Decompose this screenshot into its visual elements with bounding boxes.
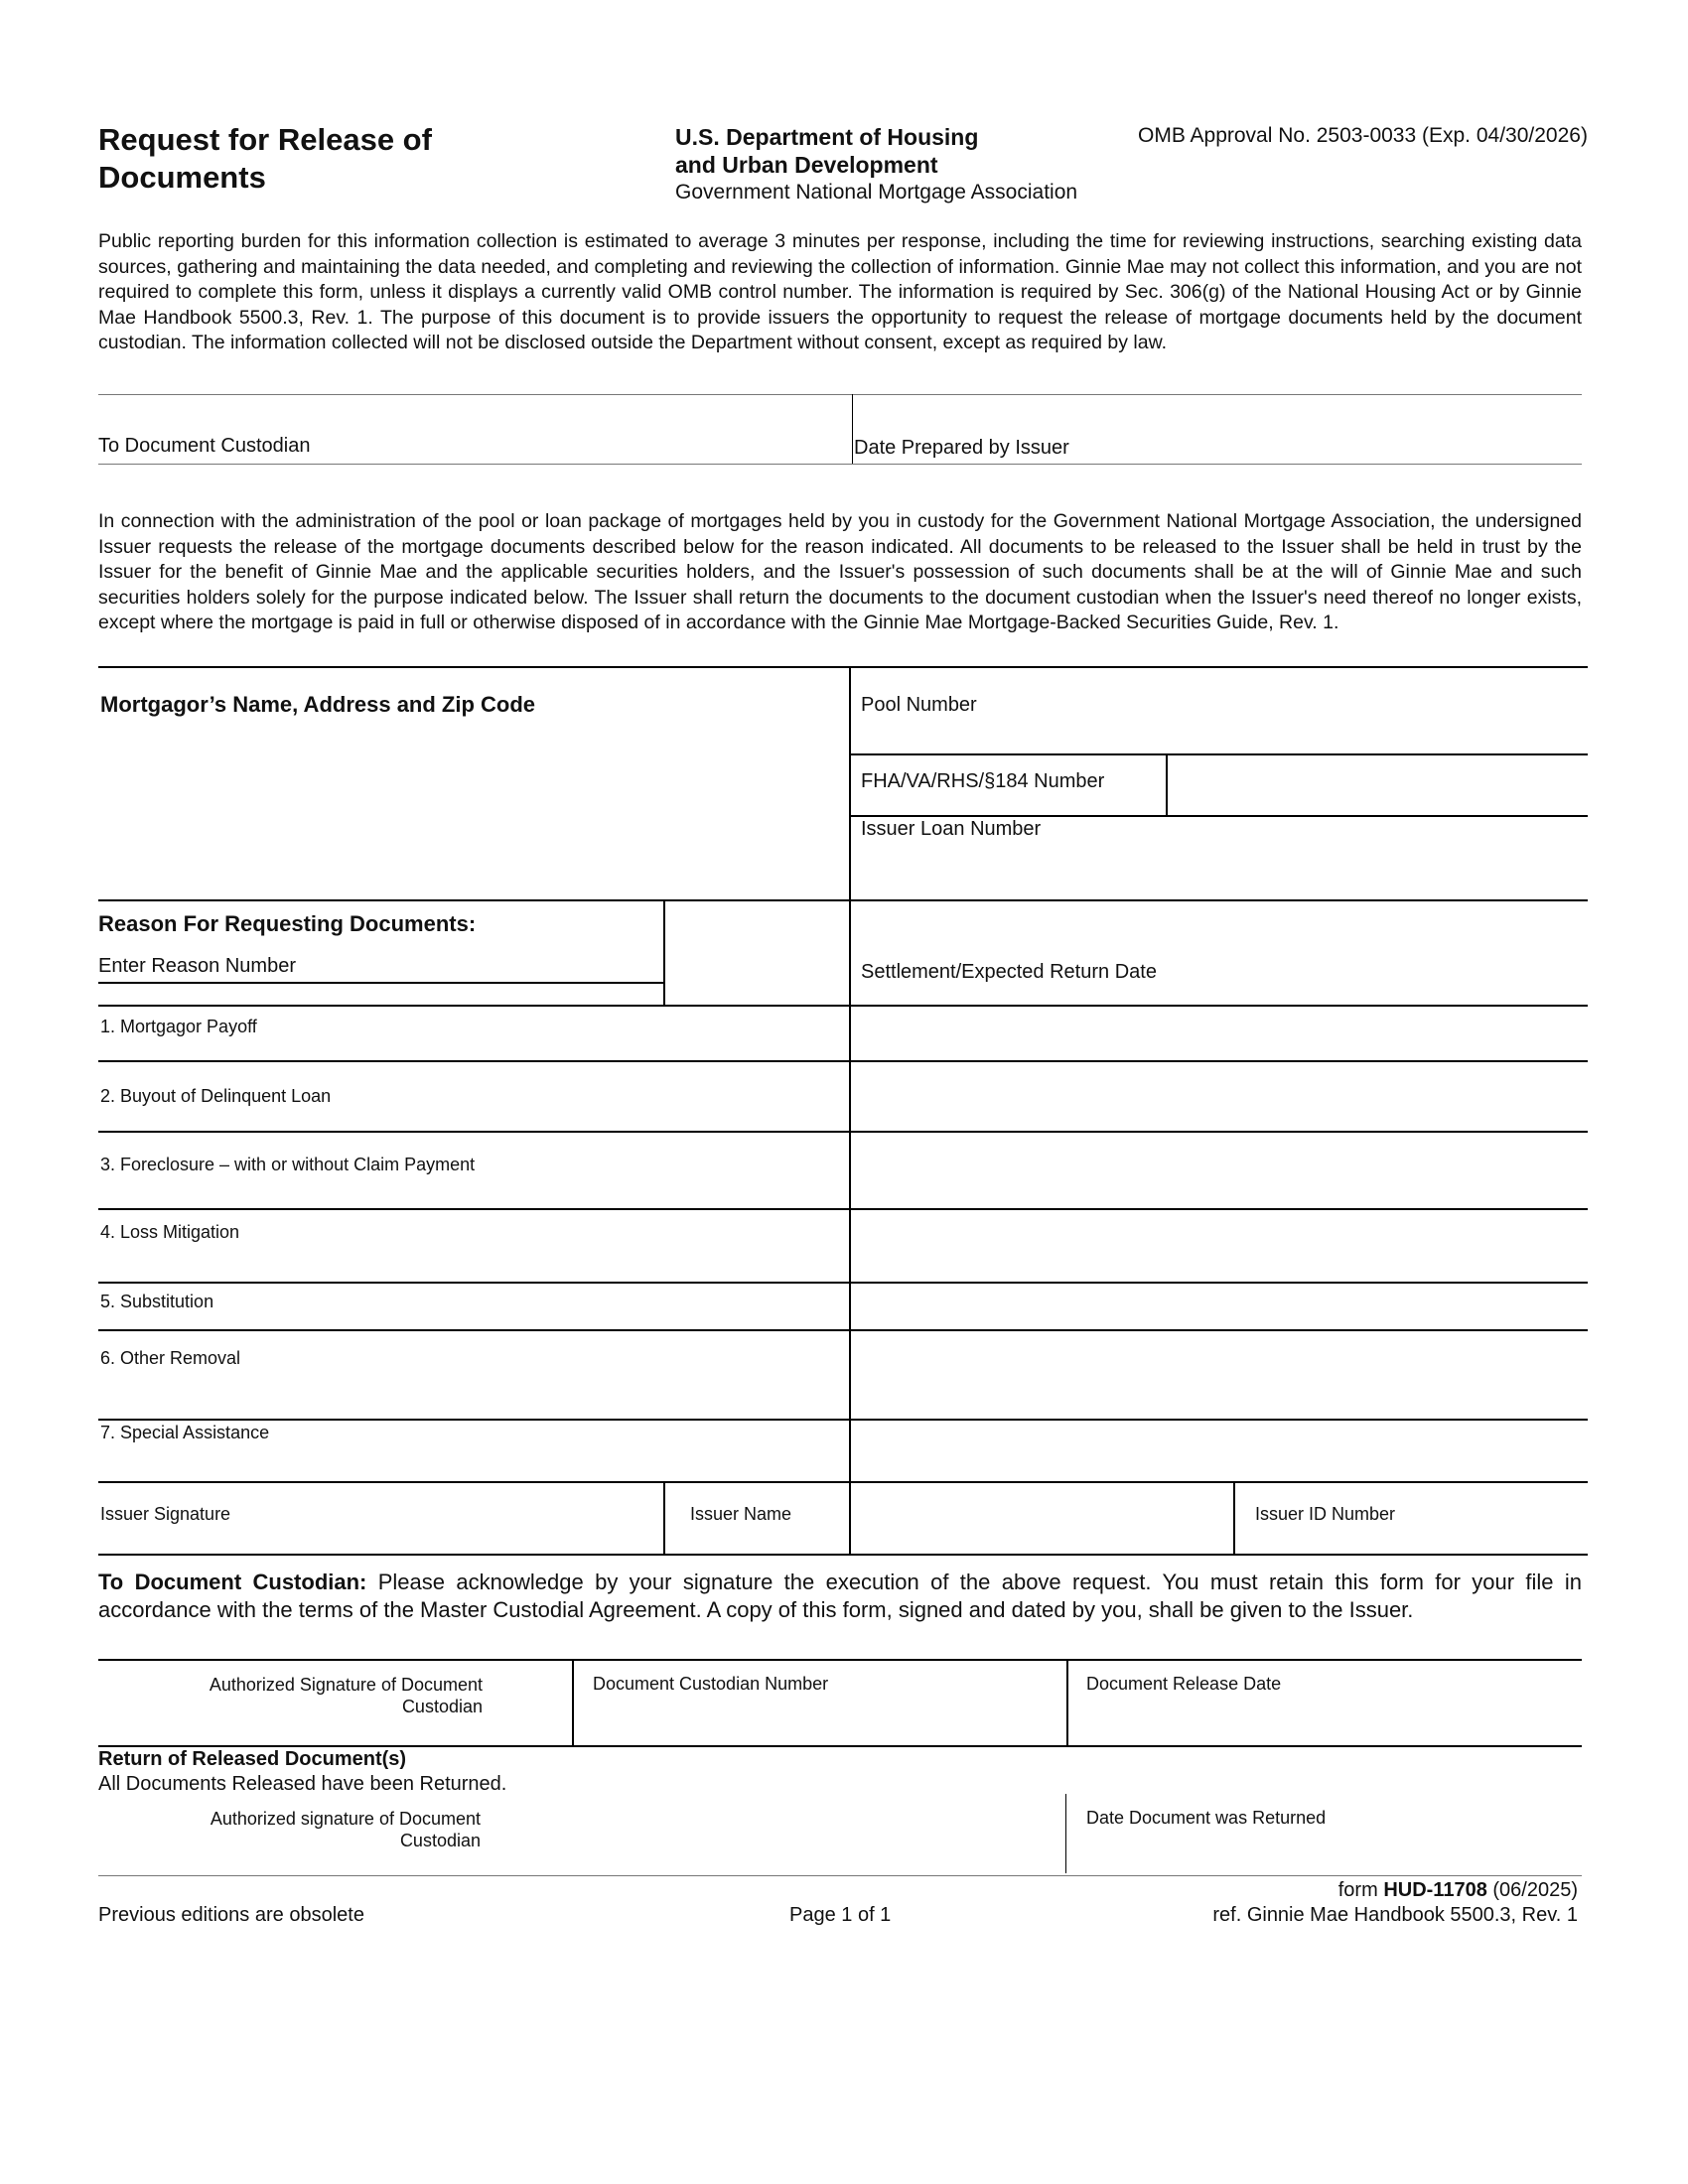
pool-number-input[interactable] (1033, 685, 1579, 725)
to-document-custodian-field[interactable]: To Document Custodian (98, 435, 311, 457)
grid-bottom-border (98, 1554, 1588, 1556)
reason-5-label: 5. Substitution (100, 1292, 214, 1311)
release-date-separator (1066, 1659, 1068, 1746)
row-2-bottom (98, 1131, 1588, 1133)
form-prefix: form (1337, 1879, 1384, 1901)
fha-separator (1166, 753, 1168, 815)
form-date: (06/2025) (1486, 1879, 1578, 1901)
return-bottom-border (98, 1875, 1582, 1876)
reason-heading: Reason For Requesting Documents: (98, 911, 477, 936)
pool-number-bottom (851, 753, 1588, 755)
custodian-auth-signature-label (149, 1674, 483, 1717)
date-prepared-field[interactable]: Date Prepared by Issuer (854, 437, 1069, 459)
return-heading: Return of Released Document(s) (98, 1748, 407, 1770)
release-date-label: Document Release Date (1086, 1674, 1282, 1694)
mortgagor-bottom (98, 899, 1588, 901)
row-7-bottom (98, 1481, 1588, 1483)
issuer-id-input[interactable] (1255, 1531, 1583, 1553)
grid-center-divider (849, 666, 851, 1556)
issuer-signature-label: Issuer Signature (100, 1504, 231, 1524)
reason-1-date-input[interactable] (853, 1009, 1584, 1058)
reason-5-date-input[interactable] (853, 1286, 1584, 1327)
reason-header-bottom (98, 1005, 1588, 1007)
row-6-bottom (98, 1419, 1588, 1421)
date-returned-input[interactable] (1086, 1835, 1573, 1870)
custodian-auth-signature-line1: Authorized Signature of Document (209, 1675, 483, 1695)
request-paragraph: In connection with the administration of the pool or loan package of mortgages held by you in custody for the Government National Mortgage Association, the undersigned Issuer requests the release of the mortgage documents described below for the reason indicated. All documents to be released to the Issuer shall be held in trust by the Issuer for the benefit of Ginnie Mae and the applicable securities holders, and the Issuer's possession of such documents shall be at the will of Ginnie Mae and such securities holders solely for the purpose indicated below. The Issuer shall return the documents to the document custodian when the Issuer's need thereof no longer exists, except where the mortgage is paid in full or otherwise disposed of in accordance with the Ginnie Mae Mortgage-Backed Securities Guide, Rev. 1. (98, 510, 1582, 633)
issuer-name-input[interactable] (853, 1485, 1230, 1553)
custodian-lead: To Document Custodian: (98, 1570, 367, 1594)
agency-line-1: U.S. Department of Housing (675, 124, 979, 150)
handbook-reference: ref. Ginnie Mae Handbook 5500.3, Rev. 1 (1212, 1904, 1578, 1926)
previous-editions-note: Previous editions are obsolete (98, 1904, 364, 1926)
enter-reason-underline (98, 982, 664, 984)
row-5-bottom (98, 1329, 1588, 1331)
reason-6-date-input[interactable] (853, 1333, 1584, 1417)
reason-3-label: 3. Foreclosure – with or without Claim Payment (100, 1155, 476, 1174)
custodian-number-separator (572, 1659, 574, 1746)
agency-subtitle: Government National Mortgage Association (675, 181, 1078, 204)
agency-line-2: and Urban Development (675, 152, 938, 178)
custodian-signature-input[interactable] (100, 1721, 567, 1743)
mortgagor-label: Mortgagor’s Name, Address and Zip Code (100, 692, 536, 717)
reason-2-label: 2. Buyout of Delinquent Loan (100, 1086, 332, 1106)
burden-statement: Public reporting burden for this information collection is estimated to average 3 minutes per response, including the time for reviewing instructions, searching existing data sources, gathering and maintaining the data needed, and completing and reviewing the collection of information. Ginnie Mae may not collect this information, and you are not required to complete this form, unless it displays a currently valid OMB control number. The information is required by Sec. 306(g) of the National Housing Act or by Ginnie Mae Handbook 5500.3, Rev. 1. The purpose of this document is to provide issuers the opportunity to request the release of mortgage documents held by the document custodian. The information collected will not be disclosed outside the Department without consent, except as required by law. (98, 230, 1582, 353)
grid-top-border (98, 666, 1588, 668)
reason-4-date-input[interactable] (853, 1212, 1584, 1280)
custodian-instructions (98, 1569, 1582, 1624)
fha-number-label: FHA/VA/RHS/§184 Number (861, 770, 1105, 792)
reason-7-label: 7. Special Assistance (100, 1423, 270, 1442)
row-4-bottom (98, 1282, 1588, 1284)
reason-2-date-input[interactable] (853, 1064, 1584, 1128)
page-number: Page 1 of 1 (789, 1904, 892, 1926)
custodian-number-input[interactable] (593, 1702, 1059, 1741)
issuer-id-label: Issuer ID Number (1255, 1504, 1396, 1524)
form-title: Request for Release of Documents (98, 122, 432, 195)
custodian-auth-signature-line2: Custodian (401, 1697, 483, 1716)
issuer-signature-input[interactable] (100, 1531, 656, 1553)
custodian-text: Please acknowledge by your signature the execution of the above request. You must retain this form for your file in accordance with the terms of the Master Custodial Agreement. A copy of this form, signed and dated by you, shall be given to the Issuer. (98, 1570, 1582, 1622)
row-3-bottom (98, 1208, 1588, 1210)
reason-7-date-input[interactable] (853, 1423, 1584, 1478)
enter-reason-label: Enter Reason Number (98, 955, 296, 977)
omb-approval: OMB Approval No. 2503-0033 (Exp. 04/30/2026) (1138, 124, 1588, 147)
fha-bottom (851, 815, 1588, 817)
pool-number-label: Pool Number (861, 694, 977, 716)
issuer-name-label: Issuer Name (690, 1504, 792, 1524)
top-field-underline (98, 464, 1582, 465)
return-signature-input[interactable] (496, 1827, 1053, 1848)
issuer-loan-number-label: Issuer Loan Number (861, 818, 1042, 840)
form-number (993, 1879, 1578, 1902)
agency-name (675, 123, 1072, 179)
reason-number-input[interactable] (667, 903, 846, 1001)
reason-3-date-input[interactable] (853, 1135, 1584, 1206)
reason-6-label: 6. Other Removal (100, 1348, 241, 1368)
top-divider (98, 394, 1582, 395)
form-id: HUD-11708 (1383, 1879, 1487, 1901)
reason-1-label: 1. Mortgagor Payoff (100, 1017, 257, 1036)
return-note: All Documents Released have been Returned. (98, 1773, 507, 1795)
custodian-top-border (98, 1659, 1582, 1661)
settlement-date-label: Settlement/Expected Return Date (861, 961, 1157, 983)
fha-number-input[interactable] (1170, 757, 1585, 812)
row-1-bottom (98, 1060, 1588, 1062)
custodian-number-label: Document Custodian Number (593, 1674, 829, 1694)
return-date-separator (1065, 1794, 1066, 1873)
issuer-name-separator (663, 1481, 665, 1556)
custodian-bottom-border (98, 1745, 1582, 1747)
reason-4-label: 4. Loss Mitigation (100, 1222, 240, 1242)
mortgagor-input-area[interactable] (100, 717, 835, 895)
issuer-id-separator (1233, 1481, 1235, 1556)
issuer-loan-number-input[interactable] (861, 846, 1576, 895)
return-auth-signature-line1: Authorized signature of Document (210, 1809, 481, 1829)
top-field-separator (852, 394, 853, 464)
reason-number-separator (663, 899, 665, 1005)
release-date-input[interactable] (1086, 1702, 1573, 1741)
return-auth-signature-label (149, 1808, 481, 1851)
return-auth-signature-line2: Custodian (399, 1831, 481, 1850)
date-returned-label: Date Document was Returned (1086, 1808, 1327, 1828)
